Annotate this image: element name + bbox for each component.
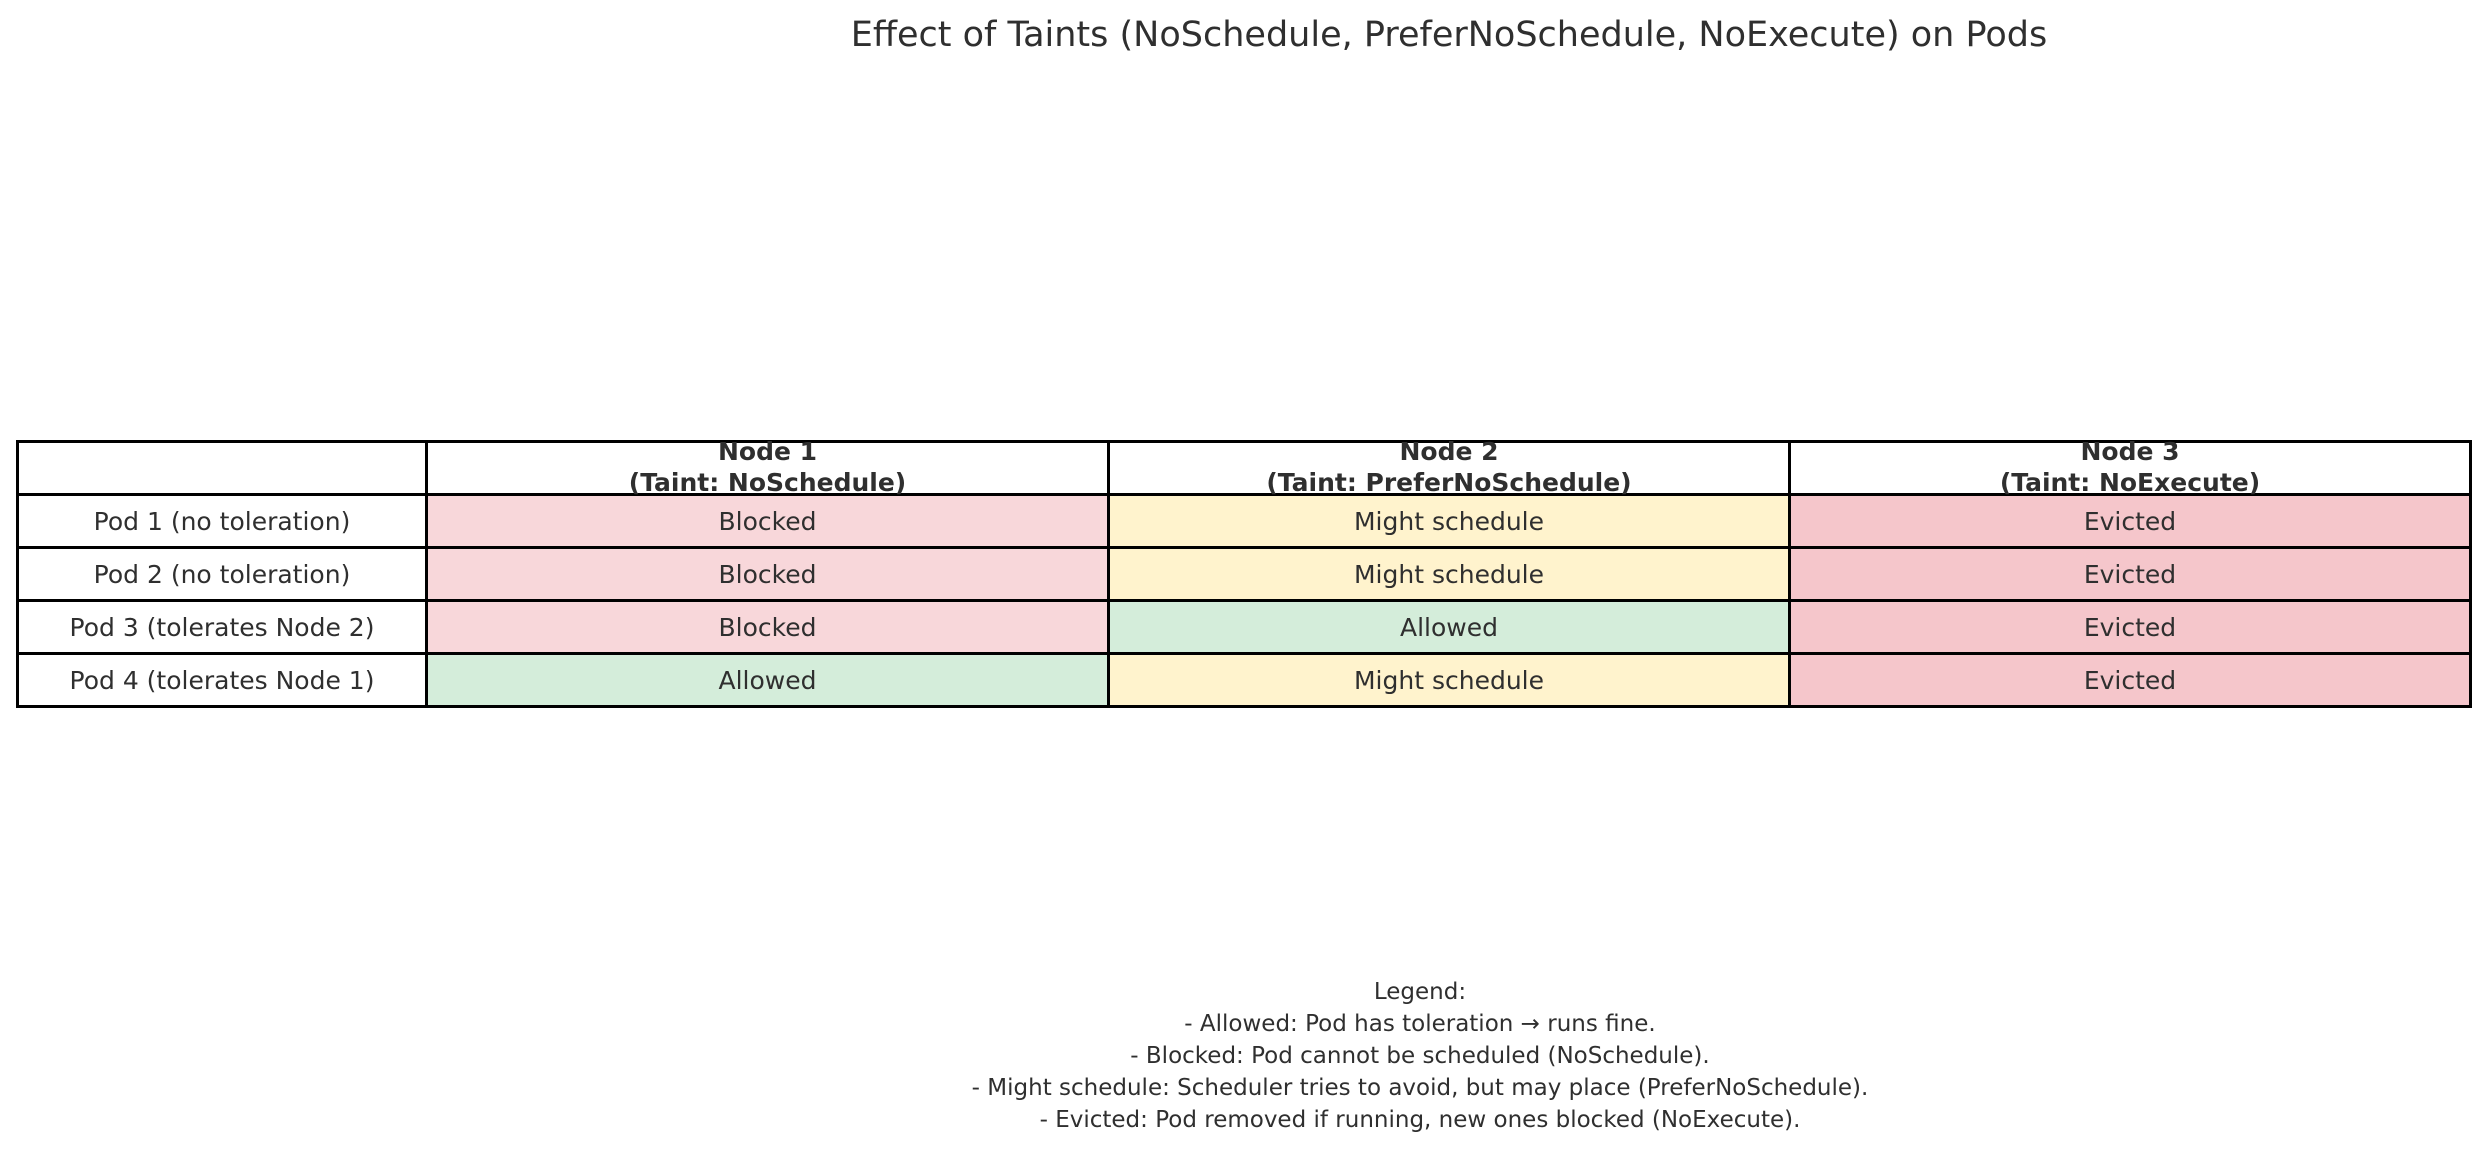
cell-pod3-node3: Evicted [1790,601,2471,654]
table-row-pod-4 [18,654,2471,707]
cell-pod2-node1: Blocked [427,548,1109,601]
taint-effect-table [16,437,2472,708]
cell-pod3-node2: Allowed [1109,601,1790,654]
cell-pod3-node1: Blocked [427,601,1109,654]
column-header-text [428,436,1107,498]
row-label-pod-4: Pod 4 (tolerates Node 1) [18,654,427,707]
table-header-row [18,442,2471,495]
column-header-text [1110,436,1788,498]
column-header-node-name: Node 3 [2080,437,2180,466]
column-header-node-3 [1790,437,2471,497]
table-corner-spacer [18,442,427,495]
column-header-node-2 [1109,437,1790,497]
cell-pod1-node2: Might schedule [1109,495,1790,548]
cell-pod4-node3: Evicted [1790,654,2471,707]
column-header-taint: (Taint: PreferNoSchedule) [1266,468,1632,497]
cell-pod1-node1: Blocked [427,495,1109,548]
legend-item-allowed: - Allowed: Pod has toleration → runs fine. [1184,1011,1656,1037]
cell-pod4-node2: Might schedule [1109,654,1790,707]
cell-pod2-node3: Evicted [1790,548,2471,601]
legend [972,976,1869,1136]
column-header-text [1791,436,2469,498]
page-title: Effect of Taints (NoSchedule, PreferNoSchedule, NoExecute) on Pods [850,15,2048,55]
column-header-node-name: Node 1 [717,437,818,466]
legend-item-might-schedule: - Might schedule: Scheduler tries to avoid, but may place (PreferNoSchedule). [971,1075,1869,1101]
cell-pod1-node3: Evicted [1790,495,2471,548]
column-header-taint: (Taint: NoSchedule) [628,468,907,497]
cell-pod4-node1: Allowed [427,654,1109,707]
column-header-node-name: Node 2 [1399,437,1499,466]
legend-item-evicted: - Evicted: Pod removed if running, new ones blocked (NoExecute). [1039,1107,1801,1133]
cell-pod2-node2: Might schedule [1109,548,1790,601]
row-label-pod-2: Pod 2 (no toleration) [18,548,427,601]
table-row-pod-2 [18,548,2471,601]
row-label-pod-1: Pod 1 (no toleration) [18,495,427,548]
row-label-pod-3: Pod 3 (tolerates Node 2) [18,601,427,654]
table-row-pod-3 [18,601,2471,654]
table-row-pod-1 [18,495,2471,548]
legend-item-blocked: - Blocked: Pod cannot be scheduled (NoSchedule). [1130,1043,1710,1069]
column-header-taint: (Taint: NoExecute) [1999,468,2261,497]
legend-heading: Legend: [1373,979,1467,1005]
column-header-node-1 [427,437,1109,497]
